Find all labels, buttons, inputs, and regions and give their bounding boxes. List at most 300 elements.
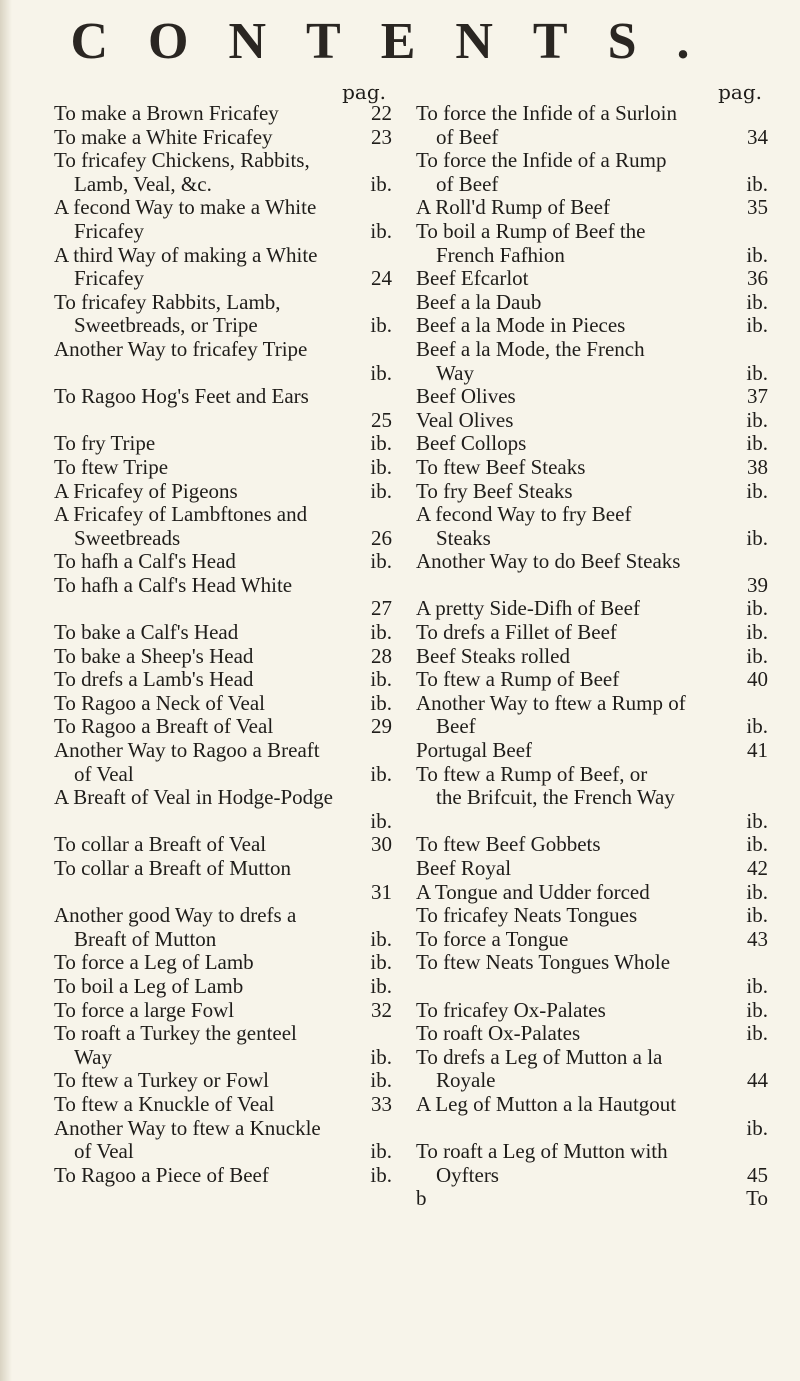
entry-title: To boil a Rump of Beef the [416, 218, 646, 243]
page-number: ib. [370, 478, 392, 503]
toc-line [54, 1117, 392, 1141]
left-page-label: pag. [342, 80, 386, 104]
toc-line [54, 503, 392, 527]
entry-title: Beef Steaks rolled [416, 643, 570, 668]
toc-line [416, 1069, 768, 1093]
entry-title: Beef [436, 714, 476, 739]
entry-title: Beef Olives [416, 384, 516, 409]
page-number: 37 [747, 384, 768, 409]
entry-title: A pretty Side-Difh of Beef [416, 596, 640, 621]
page-number: ib. [746, 431, 768, 456]
toc-line [416, 338, 768, 362]
page-number: 44 [747, 1068, 768, 1093]
toc-line [54, 715, 392, 739]
toc-line [416, 645, 768, 669]
toc-line [416, 385, 768, 409]
page-number: 24 [371, 266, 392, 291]
toc-line [416, 1022, 768, 1046]
page-number: 45 [747, 1162, 768, 1187]
toc-entry [416, 409, 768, 433]
toc-entry [54, 999, 392, 1023]
toc-entry [416, 928, 768, 952]
toc-line [416, 621, 768, 645]
entry-title: To ftew Tripe [54, 454, 169, 479]
entry-title: A fecond Way to fry Beef [416, 502, 632, 527]
toc-entry [416, 763, 768, 834]
page-number: 28 [371, 643, 392, 668]
toc-entry [54, 102, 392, 126]
toc-entry [54, 1164, 392, 1188]
entry-title: To bake a Calf's Head [54, 620, 239, 645]
page-number: 30 [371, 832, 392, 857]
page-number: ib. [370, 360, 392, 385]
page-number: 29 [371, 714, 392, 739]
toc-line [416, 833, 768, 857]
toc-entry [416, 550, 768, 597]
toc-entry [416, 456, 768, 480]
toc-entry [54, 196, 392, 243]
entry-title: To fricafey Chickens, Rabbits, [54, 148, 310, 173]
toc-entry [54, 1022, 392, 1069]
toc-line [54, 338, 392, 362]
toc-entry [54, 432, 392, 456]
toc-line [416, 126, 768, 150]
toc-line [54, 314, 392, 338]
toc-entry [54, 1093, 392, 1117]
entry-title: Beef Collops [416, 431, 527, 456]
entry-title: To roaft Ox-Palates [416, 1021, 581, 1046]
toc-entry [416, 149, 768, 196]
toc-entry [416, 904, 768, 928]
entry-title: of Veal [74, 761, 134, 786]
toc-entry [416, 102, 768, 149]
toc-line [54, 149, 392, 173]
entry-title: To roaft a Turkey the genteel [54, 1021, 297, 1046]
entry-title: Portugal Beef [416, 738, 533, 763]
toc-line [416, 1164, 768, 1188]
toc-entry [54, 621, 392, 645]
toc-entry [416, 645, 768, 669]
toc-line [54, 668, 392, 692]
toc-line [416, 810, 768, 834]
page-number: 31 [371, 879, 392, 904]
toc-line [416, 314, 768, 338]
toc-entry [54, 1117, 392, 1164]
toc-line [54, 1046, 392, 1070]
page-number: ib. [370, 926, 392, 951]
page-number: ib. [746, 973, 768, 998]
entry-title: To fricafey Neats Tongues [416, 903, 638, 928]
page-number: ib. [370, 620, 392, 645]
entry-title: the Brifcuit, the French Way [436, 785, 675, 810]
toc-line [54, 173, 392, 197]
entry-title: Way [74, 1044, 112, 1069]
toc-line [416, 928, 768, 952]
entry-title: Another Way to do Beef Steaks [416, 549, 681, 574]
toc-line [416, 409, 768, 433]
entry-title: Sweetbreads [74, 525, 181, 550]
page-number: ib. [746, 360, 768, 385]
entry-title: To boil a Leg of Lamb [54, 973, 244, 998]
page-number: ib. [746, 478, 768, 503]
toc-line [54, 975, 392, 999]
entry-title: Way [436, 360, 474, 385]
toc-line [416, 857, 768, 881]
entry-title: To force a Leg of Lamb [54, 950, 254, 975]
entry-title: Another good Way to drefs a [54, 903, 297, 928]
entry-title: To force a large Fowl [54, 997, 235, 1022]
toc-entry [54, 951, 392, 975]
entry-title: Beef a la Daub [416, 289, 542, 314]
entry-title: Royale [436, 1068, 496, 1093]
entry-title: To force the Infide of a Rump [416, 148, 667, 173]
page-number: ib. [370, 1068, 392, 1093]
toc-entry [54, 645, 392, 669]
page-number: ib. [746, 407, 768, 432]
toc-line [54, 857, 392, 881]
toc-entry [54, 857, 392, 904]
entry-title: Breaft of Mutton [74, 926, 217, 951]
toc-line [54, 763, 392, 787]
entry-title: Another Way to ftew a Knuckle [54, 1115, 321, 1140]
toc-entry [54, 833, 392, 857]
entry-title: Sweetbreads, or Tripe [74, 313, 258, 338]
toc-line [54, 409, 392, 433]
entry-title: To hafh a Calf's Head [54, 549, 236, 574]
toc-line [54, 692, 392, 716]
toc-entry [416, 621, 768, 645]
page-number: ib. [746, 620, 768, 645]
toc-entry [54, 904, 392, 951]
toc-line [416, 527, 768, 551]
toc-line [54, 645, 392, 669]
left-column [54, 82, 392, 1187]
toc-entry [416, 1093, 768, 1140]
entry-title: of Beef [436, 171, 499, 196]
entry-title: To collar a Breaft of Mutton [54, 856, 292, 880]
page-number: ib. [370, 454, 392, 479]
toc-line [416, 574, 768, 598]
toc-line [54, 881, 392, 905]
page-number: 34 [747, 124, 768, 149]
page-number: ib. [746, 242, 768, 267]
toc-line [54, 999, 392, 1023]
toc-line [416, 739, 768, 763]
page-number: ib. [370, 808, 392, 833]
toc-line [54, 102, 392, 126]
entry-title: Fricafey [74, 218, 144, 243]
toc-entry [416, 503, 768, 550]
page-number: 42 [747, 856, 768, 880]
page-number: 36 [747, 266, 768, 291]
toc-entry [54, 692, 392, 716]
entry-title: A third Way of making a White [54, 242, 318, 267]
toc-line [416, 1046, 768, 1070]
toc-line [54, 432, 392, 456]
entry-title: of Veal [74, 1139, 134, 1164]
toc-entry [416, 314, 768, 338]
page-number: ib. [746, 289, 768, 314]
toc-entry [416, 220, 768, 267]
page-number: 27 [371, 596, 392, 621]
page-number: 43 [747, 926, 768, 951]
entry-title: Beef a la Mode in Pieces [416, 313, 626, 338]
entry-title: To ftew a Knuckle of Veal [54, 1091, 275, 1116]
page-number: ib. [370, 1162, 392, 1187]
toc-entry [416, 833, 768, 857]
toc-line [416, 1093, 768, 1117]
page-number: 22 [371, 101, 392, 125]
toc-line [416, 1117, 768, 1141]
toc-line [416, 975, 768, 999]
toc-line [416, 503, 768, 527]
toc-line [54, 126, 392, 150]
toc-line [416, 715, 768, 739]
page-number: ib. [746, 808, 768, 833]
toc-line [54, 385, 392, 409]
page-number: 41 [747, 738, 768, 763]
page-number: ib. [746, 1115, 768, 1140]
entry-title: To fry Beef Steaks [416, 478, 573, 503]
toc-line [54, 267, 392, 291]
page-number: ib. [746, 879, 768, 904]
toc-line [416, 881, 768, 905]
entry-title: To hafh a Calf's Head White [54, 572, 293, 597]
entry-title: To Ragoo a Breaft of Veal [54, 714, 274, 739]
page-number: ib. [370, 950, 392, 975]
entry-title: To fry Tripe [54, 431, 156, 456]
page-number: 38 [747, 454, 768, 479]
toc-entry [54, 975, 392, 999]
toc-line [54, 291, 392, 315]
left-entries [54, 102, 392, 1187]
page-number: ib. [746, 903, 768, 928]
right-entries [416, 102, 768, 1187]
entry-title: French Fafhion [436, 242, 565, 267]
toc-line [416, 763, 768, 787]
page-number: ib. [746, 832, 768, 857]
toc-line [416, 999, 768, 1023]
toc-line [416, 244, 768, 268]
toc-line [416, 904, 768, 928]
toc-entry [54, 503, 392, 550]
entry-title: To drefs a Leg of Mutton a la [416, 1044, 663, 1069]
page-title: CONTENTS. [70, 13, 730, 70]
toc-entry [416, 291, 768, 315]
toc-entry [416, 480, 768, 504]
toc-line [416, 362, 768, 386]
toc-line [416, 267, 768, 291]
entry-title: Lamb, Veal, &c. [74, 171, 212, 196]
page-number: 23 [371, 124, 392, 149]
entry-title: Oyfters [436, 1162, 499, 1187]
catchword: To [746, 1186, 768, 1211]
page-number: ib. [746, 596, 768, 621]
toc-entry [54, 550, 392, 574]
toc-entry [54, 338, 392, 385]
toc-line [54, 480, 392, 504]
entry-title: To bake a Sheep's Head [54, 643, 254, 668]
toc-line [416, 480, 768, 504]
page-number: ib. [746, 643, 768, 668]
toc-line [416, 786, 768, 810]
toc-entry [54, 385, 392, 432]
entry-title: To ftew a Rump of Beef, or [416, 761, 648, 786]
toc-entry [54, 244, 392, 291]
entry-title: Beef Royal [416, 856, 512, 880]
toc-entry [54, 291, 392, 338]
page-number: ib. [746, 1021, 768, 1046]
toc-entry [416, 338, 768, 385]
page-number: 40 [747, 667, 768, 692]
entry-title: To drefs a Fillet of Beef [416, 620, 617, 645]
toc-entry [416, 668, 768, 692]
page-number: 25 [371, 407, 392, 432]
page-number: ib. [370, 549, 392, 574]
toc-line [416, 196, 768, 220]
toc-entry [416, 692, 768, 739]
page-number: ib. [370, 218, 392, 243]
toc-entry [54, 126, 392, 150]
toc-entry [416, 857, 768, 881]
toc-line [416, 550, 768, 574]
entry-title: To make a Brown Fricafey [54, 101, 279, 125]
toc-line [54, 362, 392, 386]
page-number: ib. [746, 714, 768, 739]
entry-title: A Breaft of Veal in Hodge-Podge [54, 785, 333, 810]
toc-line [54, 904, 392, 928]
entry-title: To force a Tongue [416, 926, 569, 951]
toc-line [54, 928, 392, 952]
entry-title: Veal Olives [416, 407, 514, 432]
entry-title: A Roll'd Rump of Beef [416, 195, 610, 220]
toc-line [54, 550, 392, 574]
signature-mark: b [416, 1186, 427, 1211]
page-number: ib. [746, 171, 768, 196]
toc-line [54, 951, 392, 975]
toc-line [54, 810, 392, 834]
toc-line [416, 692, 768, 716]
toc-entry [416, 597, 768, 621]
toc-line [54, 574, 392, 598]
toc-entry [416, 432, 768, 456]
entry-title: To Ragoo a Neck of Veal [54, 690, 265, 715]
page-number: ib. [370, 761, 392, 786]
toc-line [54, 786, 392, 810]
right-page-label: pag. [718, 80, 762, 104]
entry-title: Beef Efcarlot [416, 266, 529, 291]
toc-line [54, 456, 392, 480]
toc-line [416, 668, 768, 692]
page-number: 35 [747, 195, 768, 220]
entry-title: Another Way to ftew a Rump of [416, 690, 686, 715]
entry-title: To roaft a Leg of Mutton with [416, 1139, 668, 1164]
toc-entry [416, 196, 768, 220]
page-gutter [0, 0, 12, 1381]
toc-entry [54, 574, 392, 621]
toc-line [54, 196, 392, 220]
entry-title: Beef a la Mode, the French [416, 336, 645, 361]
toc-line [54, 1069, 392, 1093]
page-number: ib. [370, 667, 392, 692]
page-number: ib. [370, 171, 392, 196]
toc-line [54, 244, 392, 268]
toc-entry [416, 1046, 768, 1093]
toc-line [416, 432, 768, 456]
page-footer [416, 1187, 768, 1211]
entry-title: To make a White Fricafey [54, 124, 273, 149]
entry-title: To drefs a Lamb's Head [54, 667, 254, 692]
entry-title: To collar a Breaft of Veal [54, 832, 267, 857]
toc-entry [416, 881, 768, 905]
toc-line [416, 173, 768, 197]
page-number: ib. [746, 525, 768, 550]
page-number: ib. [370, 313, 392, 338]
toc-entry [54, 149, 392, 196]
toc-line [54, 527, 392, 551]
toc-line [416, 102, 768, 126]
page-number: 26 [371, 525, 392, 550]
toc-entry [54, 786, 392, 833]
toc-line [416, 149, 768, 173]
page-number: 32 [371, 997, 392, 1022]
entry-title: To ftew a Turkey or Fowl [54, 1068, 269, 1093]
toc-entry [416, 951, 768, 998]
toc-entry [54, 668, 392, 692]
page-number: 33 [371, 1091, 392, 1116]
toc-line [416, 220, 768, 244]
entry-title: A fecond Way to make a White [54, 195, 317, 220]
toc-entry [416, 1022, 768, 1046]
toc-line [54, 1164, 392, 1188]
entry-title: Steaks [436, 525, 491, 550]
toc-entry [54, 739, 392, 786]
toc-entry [416, 267, 768, 291]
entry-title: To ftew Beef Gobbets [416, 832, 601, 857]
toc-line [54, 833, 392, 857]
toc-line [416, 1140, 768, 1164]
toc-line [54, 621, 392, 645]
entry-title: To ftew a Rump of Beef [416, 667, 620, 692]
toc-line [54, 739, 392, 763]
entry-title: A Fricafey of Pigeons [54, 478, 238, 503]
entry-title: Another Way to fricafey Tripe [54, 336, 308, 361]
entry-title: To fricafey Rabbits, Lamb, [54, 289, 281, 314]
toc-entry [54, 1069, 392, 1093]
entry-title: To Ragoo Hog's Feet and Ears [54, 384, 309, 409]
page-number: ib. [746, 997, 768, 1022]
toc-line [54, 597, 392, 621]
entry-title: Fricafey [74, 266, 144, 291]
page-number: ib. [370, 431, 392, 456]
toc-line [416, 456, 768, 480]
page-number: ib. [370, 1044, 392, 1069]
toc-line [54, 220, 392, 244]
page-number: ib. [370, 973, 392, 998]
toc-line [416, 291, 768, 315]
entry-title: A Tongue and Udder forced [416, 879, 650, 904]
page-number: 39 [747, 572, 768, 597]
right-column [416, 82, 768, 1211]
entry-title: To ftew Neats Tongues Whole [416, 950, 671, 975]
entry-title: To force the Infide of a Surloin [416, 101, 677, 125]
toc-line [54, 1140, 392, 1164]
toc-entry [416, 739, 768, 763]
entry-title: To fricafey Ox-Palates [416, 997, 606, 1022]
toc-entry [416, 999, 768, 1023]
page-number: ib. [370, 690, 392, 715]
entry-title: A Fricafey of Lambftones and [54, 502, 308, 527]
